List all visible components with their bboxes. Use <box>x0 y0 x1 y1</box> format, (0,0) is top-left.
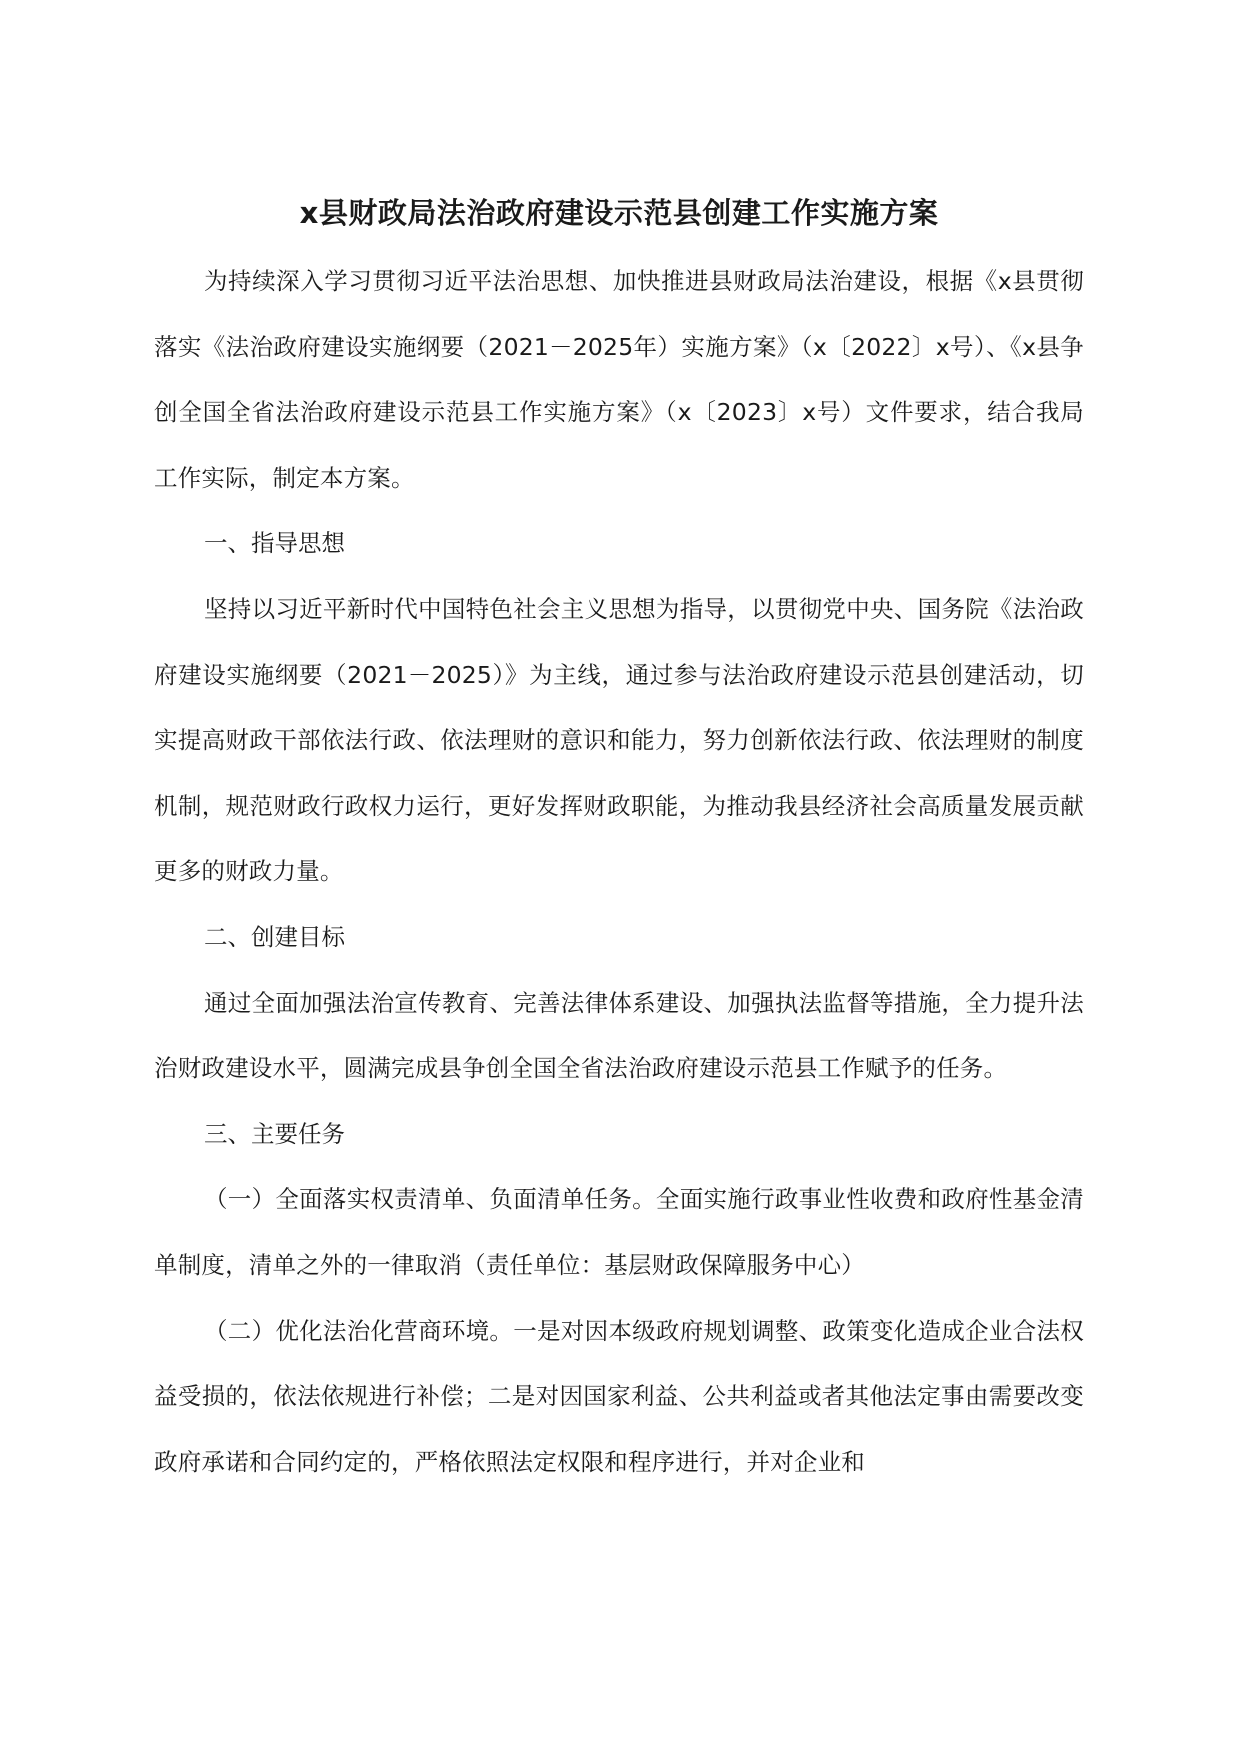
section-body-guiding-ideology: 坚持以习近平新时代中国特色社会主义思想为指导，以贯彻党中央、国务院《法治政府建设实施纲要（2021－2025）》为主线，通过参与法治政府建设示范县创建活动，切实提高财政干部依法行政、依法理财的意识和能力，努力创新依法行政、依法理财的制度机制，规范财政行政权力运行，更好发挥财政职能，为推动我县经济社会高质量发展贡献更多的财政力量。 <box>154 594 1084 886</box>
section-heading-main-tasks: 三、主要任务 <box>204 1119 345 1148</box>
task-item-1: （一）全面落实权责清单、负面清单任务。全面实施行政事业性收费和政府性基金清单制度，清单之外的一律取消（责任单位：基层财政保障服务中心） <box>154 1185 1084 1279</box>
document-body <box>154 249 1084 1495</box>
document-title: x县财政局法治政府建设示范县创建工作实施方案 <box>299 196 939 230</box>
intro-paragraph: 为持续深入学习贯彻习近平法治思想、加快推进县财政局法治建设，根据《x县贯彻落实《法治政府建设实施纲要（2021－2025年）实施方案》（x〔2022〕x号）、《x县争创全国全省法治政府建设示范县工作实施方案》（x〔2023〕x号）文件要求，结合我局工作实际，制定本方案。 <box>154 267 1084 492</box>
document-content <box>154 188 1084 1495</box>
section-body-goals: 通过全面加强法治宣传教育、完善法律体系建设、加强执法监督等措施，全力提升法治财政建设水平，圆满完成县争创全国全省法治政府建设示范县工作赋予的任务。 <box>154 988 1084 1083</box>
section-heading-goals: 二、创建目标 <box>204 922 345 951</box>
task-item-2: （二）优化法治化营商环境。一是对因本级政府规划调整、政策变化造成企业合法权益受损的，依法依规进行补偿；二是对因国家利益、公共利益或者其他法定事由需要改变政府承诺和合同约定的，严格依照法定权限和程序进行，并对企业和 <box>154 1316 1084 1476</box>
section-heading-guiding-ideology: 一、指导思想 <box>204 529 345 558</box>
